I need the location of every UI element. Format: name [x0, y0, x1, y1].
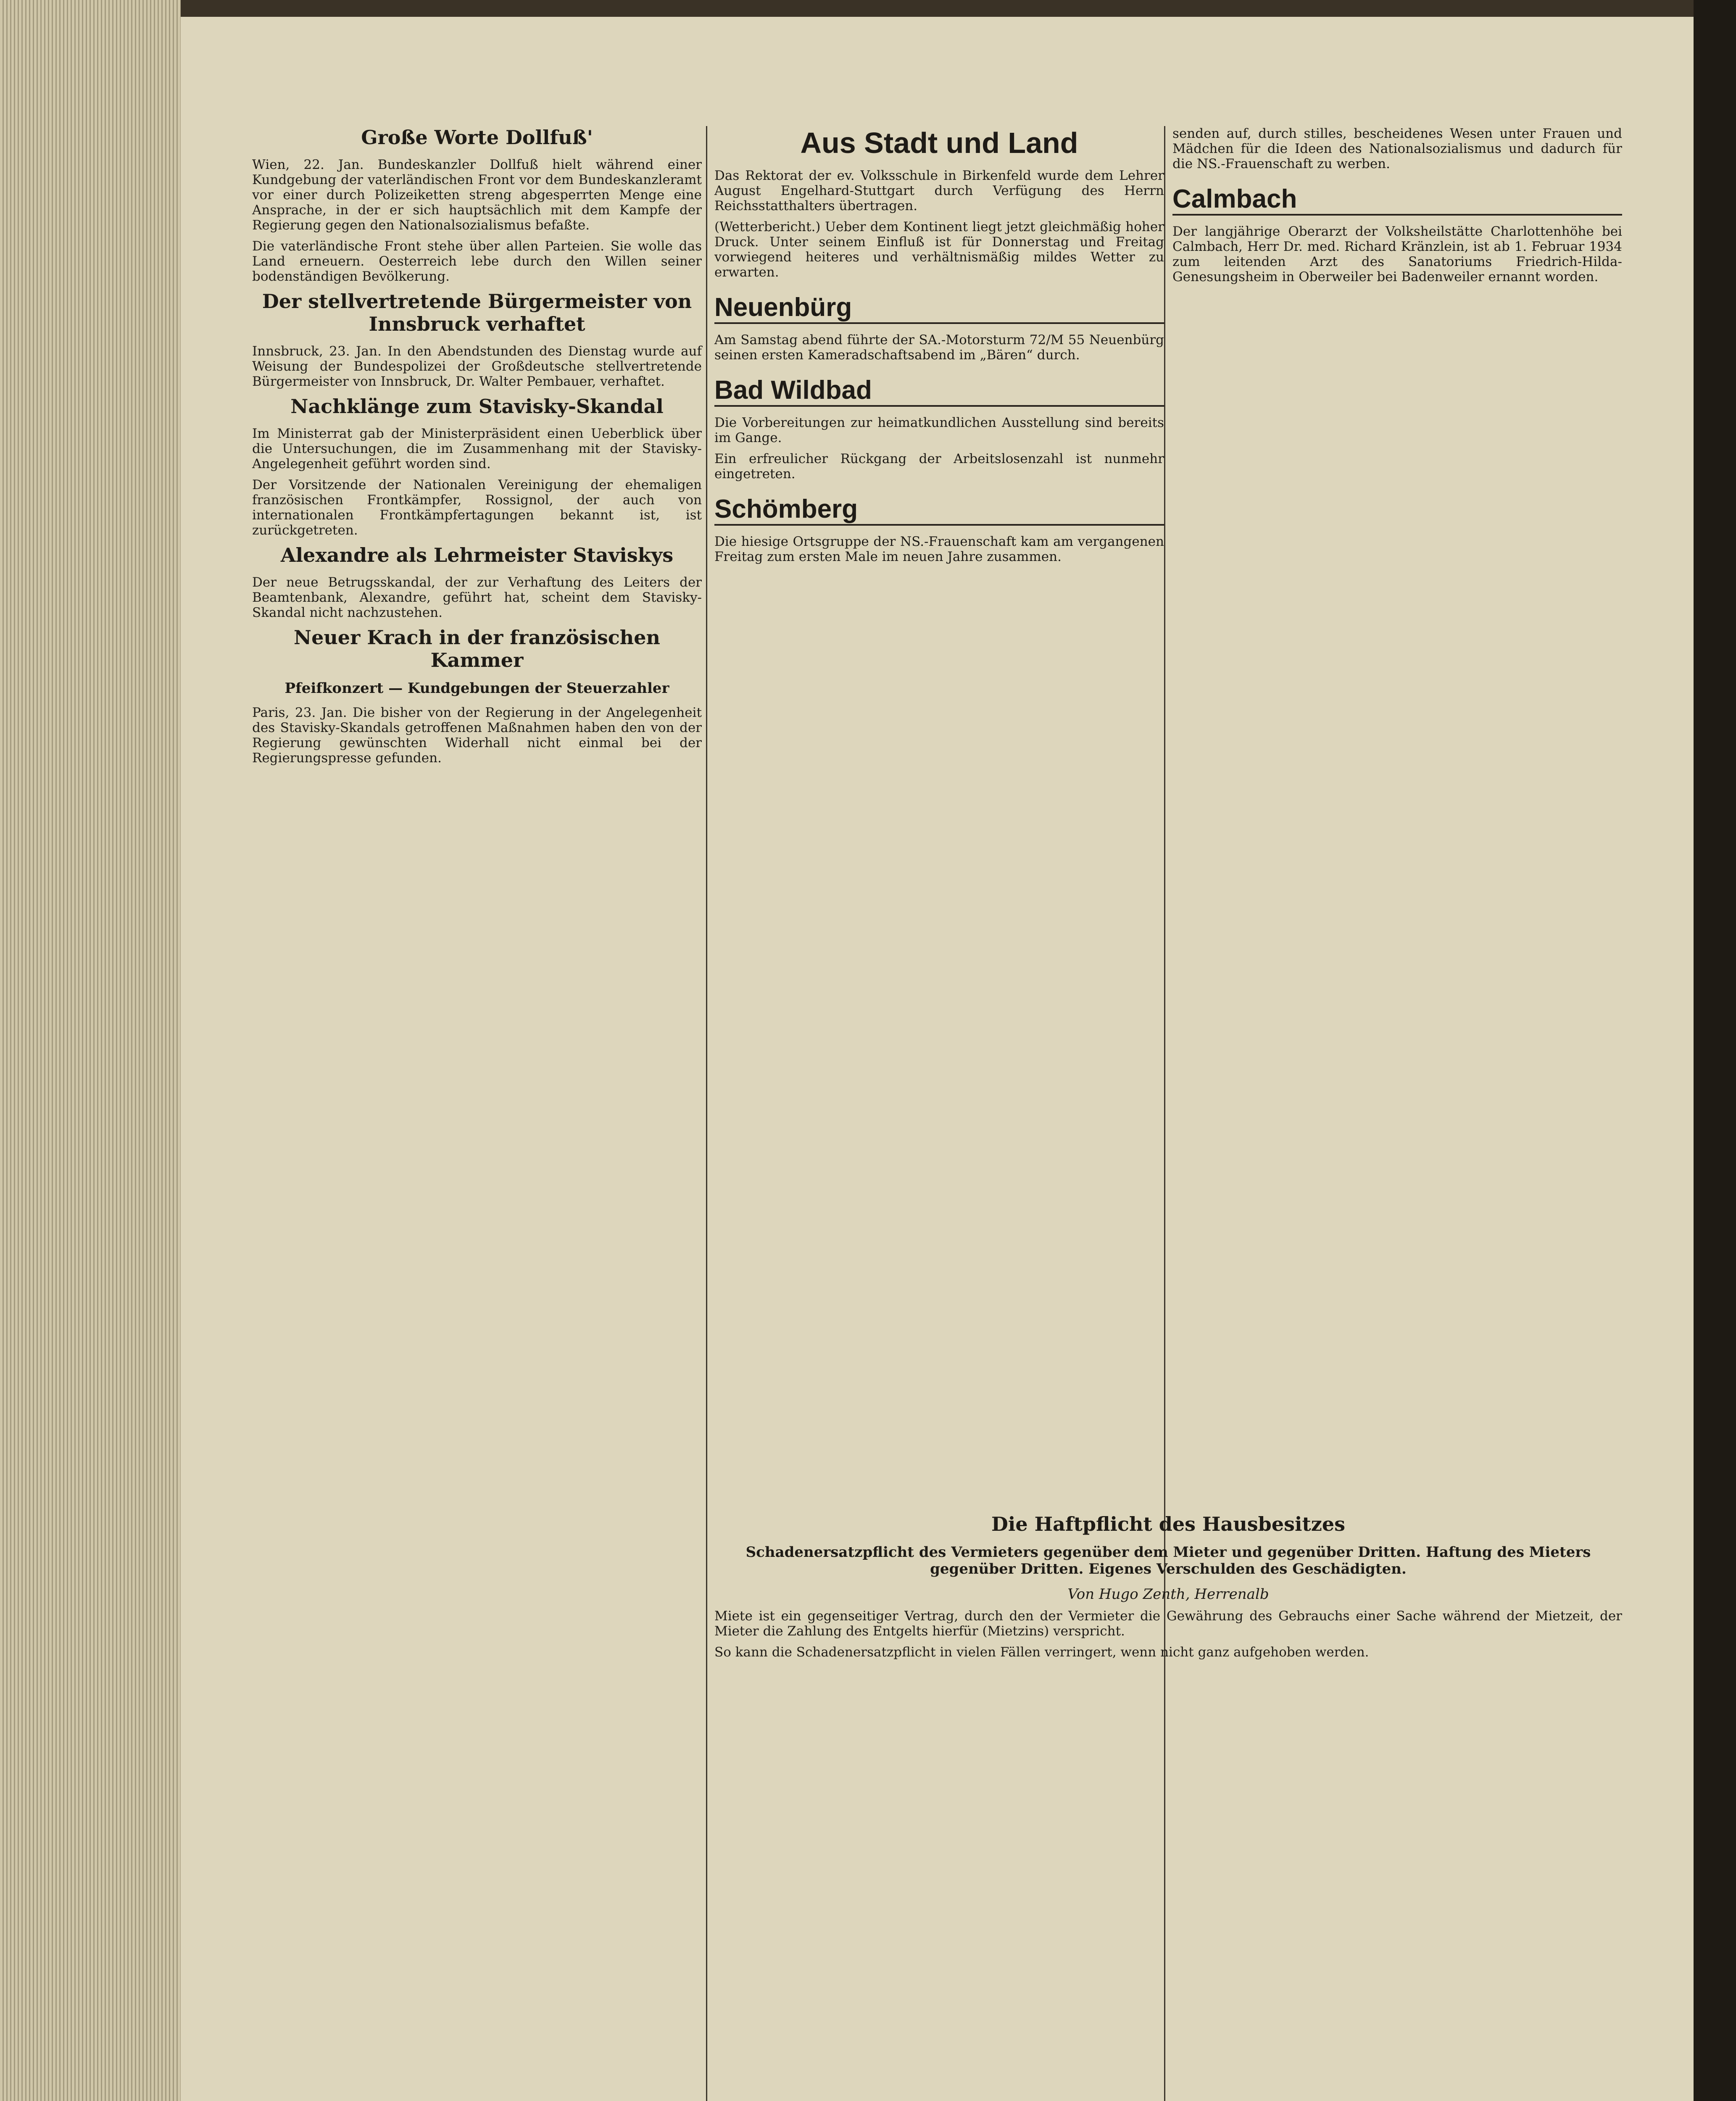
- book-spine: [0, 0, 181, 2101]
- feature-byline: Von Hugo Zenth, Herrenalb: [1067, 1586, 1269, 1603]
- next-page-edge: [1694, 0, 1736, 2101]
- article-paragraph: Wien, 22. Jan. Bundeskanzler Dollfuß hielt während einer Kundgebung der vaterländischen Front vor dem Bundeskanzleramt vor einer durch Polizeiketten streng abgesperrten Menge eine Ansprache, in der er sich hauptsächlich mit dem Kampfe der Regierung gegen den Nationalsozialismus befaßte.: [252, 157, 702, 233]
- column-rule: [706, 126, 707, 2101]
- feature-headline: Die Haftpflicht des Hausbesitzes: [991, 1513, 1346, 1535]
- news-paragraph: Der langjährige Oberarzt der Volksheilstätte Charlottenhöhe bei Calmbach, Herr Dr. med. Richard Kränzlein, ist ab 1. Februar 1934 zum leitenden Arzt des Sanatoriums Friedrich-Hilda-Genesungsheim in Oberweiler bei Badenweiler ernannt worden.: [1172, 224, 1622, 284]
- feature-subhead: Schadenersatzpflicht des Vermieters gegenüber dem Mieter und gegenüber Dritten. Haftung des Mieters gegenüber Dritten. Eigenes Verschulden des Geschädigten.: [746, 1544, 1591, 1577]
- article-subhead: Pfeifkonzert — Kundgebungen der Steuerzahler: [285, 680, 669, 697]
- section-masthead: Aus Stadt und Land: [800, 126, 1078, 159]
- section-title: Bad Wildbad: [714, 375, 1164, 407]
- article-headline: Alexandre als Lehrmeister Staviskys: [280, 544, 674, 566]
- article-headline: Der stellvertretende Bürgermeister von Innsbruck verhaftet: [262, 290, 692, 335]
- column-2: [714, 126, 1164, 570]
- feature-article: [714, 1513, 1622, 1666]
- section-title: Schömberg: [714, 494, 1164, 526]
- article-headline: Neuer Krach in der französischen Kammer: [294, 626, 660, 671]
- article-paragraph: Innsbruck, 23. Jan. In den Abendstunden des Dienstag wurde auf Weisung der Bundespolizei der Großdeutsche stellvertretende Bürgermeister von Innsbruck, Dr. Walter Pembauer, verhaftet.: [252, 344, 702, 389]
- article-paragraph: Der Vorsitzende der Nationalen Vereinigung der ehemaligen französischen Frontkämpfer, Rossignol, der auch von internationalen Frontkämpfertagungen bekannt ist, ist zurückgetreten.: [252, 477, 702, 538]
- newspaper-page: [181, 17, 1694, 2101]
- article-headline: Große Worte Dollfuß': [361, 126, 593, 149]
- section-title: Calmbach: [1172, 184, 1622, 216]
- article-headline: Nachklänge zum Stavisky-Skandal: [290, 395, 664, 418]
- column-rule: [1164, 126, 1165, 2101]
- section-title: Neuenbürg: [714, 292, 1164, 324]
- article-paragraph: Der neue Betrugsskandal, der zur Verhaftung des Leiters der Beamtenbank, Alexandre, geführt hat, scheint dem Stavisky-Skandal nicht nachzustehen.: [252, 575, 702, 620]
- column-3: [1172, 126, 1622, 290]
- feature-paragraph: So kann die Schadenersatzpflicht in vielen Fällen verringert, wenn nicht ganz aufgehoben werden.: [714, 1645, 1369, 1660]
- feature-paragraph: Miete ist ein gegenseitiger Vertrag, durch den der Vermieter die Gewährung des Gebrauchs einer Sache während der Mietzeit, der Mieter die Zahlung des Entgelts hierfür (Mietzins) verspricht.: [714, 1609, 1622, 1639]
- news-paragraph: Das Rektorat der ev. Volksschule in Birkenfeld wurde dem Lehrer August Engelhard-Stuttgart durch Verfügung des Herrn Reichsstatthalters übertragen.: [714, 168, 1164, 213]
- article-paragraph: Im Ministerrat gab der Ministerpräsident einen Ueberblick über die Untersuchungen, die im Zusammenhang mit der Stavisky-Angelegenheit geführt worden sind.: [252, 426, 702, 471]
- news-paragraph: senden auf, durch stilles, bescheidenes Wesen unter Frauen und Mädchen für die Ideen des Nationalsozialismus und dadurch für die NS.-Frauenschaft zu werben.: [1172, 126, 1622, 171]
- news-paragraph: Die Vorbereitungen zur heimatkundlichen Ausstellung sind bereits im Gange.: [714, 415, 1164, 445]
- article-paragraph: Paris, 23. Jan. Die bisher von der Regierung in der Angelegenheit des Stavisky-Skandals getroffenen Maßnahmen haben den von der Regierung gewünschten Widerhall nicht einmal bei der Regierungspresse gefunden.: [252, 705, 702, 766]
- article-paragraph: Die vaterländische Front stehe über allen Parteien. Sie wolle das Land erneuern. Oesterreich lebe durch den Willen seiner bodenständigen Bevölkerung.: [252, 239, 702, 284]
- news-paragraph: Ein erfreulicher Rückgang der Arbeitslosenzahl ist nunmehr eingetreten.: [714, 451, 1164, 482]
- news-paragraph: Die hiesige Ortsgruppe der NS.-Frauenschaft kam am vergangenen Freitag zum ersten Male im neuen Jahre zusammen.: [714, 534, 1164, 564]
- news-paragraph: (Wetterbericht.) Ueber dem Kontinent liegt jetzt gleichmäßig hoher Druck. Unter seinem Einfluß ist für Donnerstag und Freitag vorwiegend heiteres und verhältnismäßig mildes Wetter zu erwarten.: [714, 219, 1164, 280]
- news-paragraph: Am Samstag abend führte der SA.-Motorsturm 72/M 55 Neuenbürg seinen ersten Kameradschaftsabend im „Bären“ durch.: [714, 332, 1164, 363]
- column-1: [252, 126, 702, 771]
